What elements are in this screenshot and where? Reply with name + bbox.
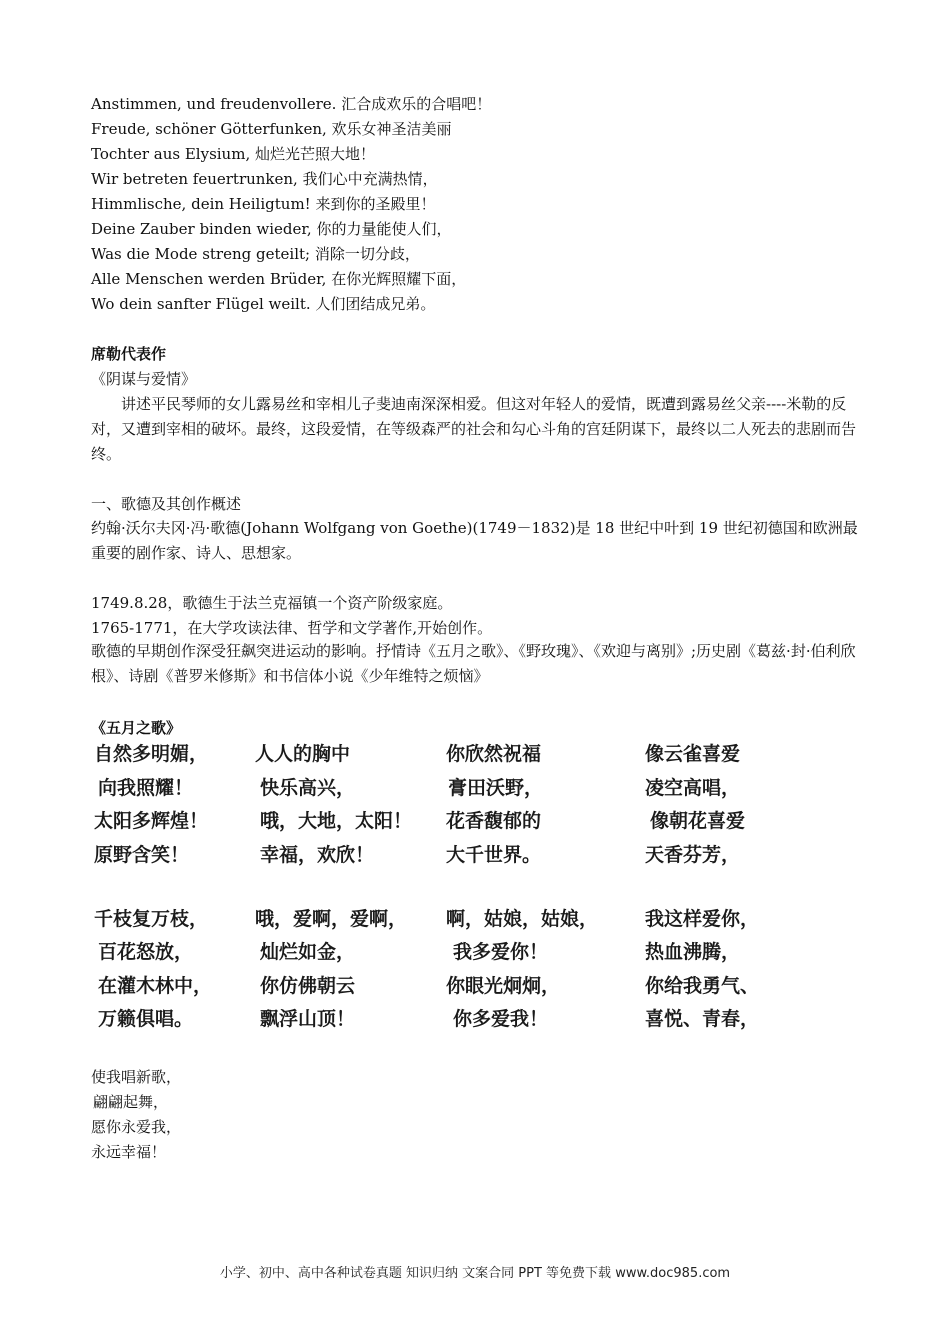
ode-line: Deine Zauber binden wieder, 你的力量能使人们，	[91, 220, 452, 238]
poem-line: 我这样爱你，	[645, 908, 760, 930]
poem-line: 你给我勇气、	[645, 975, 760, 997]
poem-ending-line: 永远幸福！	[91, 1143, 167, 1161]
schiller-work-title: 《阴谋与爱情》	[91, 370, 197, 388]
ode-line: Alle Menschen werden Brüder, 在你光辉照耀下面，	[91, 270, 467, 288]
poem-line: 喜悦、青春，	[645, 1008, 760, 1030]
poem-line: 千枝复万枝，	[94, 908, 209, 930]
poem-line: 灿烂如金，	[260, 941, 356, 963]
poem-line: 花香馥郁的	[446, 810, 542, 832]
ode-line: Himmlische, dein Heiligtum! 来到你的圣殿里！	[91, 195, 436, 213]
goethe-study: 1765-1771，在大学攻读法律、哲学和文学著作,开始创作。	[91, 619, 493, 637]
ode-line: Was die Mode streng geteilt; 消除一切分歧，	[91, 245, 420, 263]
poem-line: 你欣然祝福	[446, 743, 542, 765]
poem-line: 在灌木林中，	[98, 975, 213, 997]
ode-line: Freude, schöner Götterfunken, 欢乐女神圣洁美丽	[91, 120, 452, 138]
page-footer: 小学、初中、高中各种试卷真题 知识归纳 文案合同 PPT 等免费下载 www.doc985.com	[219, 1266, 731, 1281]
poem-line: 膏田沃野，	[448, 777, 544, 799]
poem-line: 凌空高唱，	[645, 777, 741, 799]
schiller-summary: 讲述平民琴师的女儿露易丝和宰相儿子斐迪南深深相爱。但这对年轻人的爱情，既遭到露易丝父亲----米勒的反对，又遭到宰相的破坏。最终，这段爱情，在等级森严的社会和勾心斗角的宫廷阴谋下，最终以二人死去的悲剧而告终。	[91, 395, 857, 463]
poem-line: 万籁俱唱。	[98, 1008, 194, 1030]
ode-line: Wir betreten feuertrunken, 我们心中充满热情，	[91, 170, 438, 188]
poem-line: 自然多明媚，	[94, 743, 209, 765]
goethe-early-works: 歌德的早期创作深受狂飙突进运动的影响。抒情诗《五月之歌》、《野玫瑰》、《欢迎与离别》;历史剧《葛兹·封·伯利欣根》、诗剧《普罗米修斯》和书信体小说《少年维特之烦恼》	[91, 642, 856, 685]
poem-line: 大千世界。	[446, 844, 542, 866]
goethe-intro: 约翰·沃尔夫冈·冯·歌德(Johann Wolfgang von Goethe)(1749－1832)是 18 世纪中叶到 19 世纪初德国和欧洲最重要的剧作家、诗人、思想家。	[91, 519, 858, 562]
poem-line: 啊，姑娘，姑娘，	[446, 908, 599, 930]
ode-line: Wo dein sanfter Flügel weilt. 人们团结成兄弟。	[91, 295, 436, 313]
goethe-heading: 一、歌德及其创作概述	[91, 495, 242, 513]
poem-line: 你眼光炯炯，	[446, 975, 561, 997]
poem-line: 你多爱我！	[453, 1008, 549, 1030]
poem-line: 天香芬芳，	[645, 844, 741, 866]
poem-line: 你仿佛朝云	[260, 975, 356, 997]
poem-ending-line: 使我唱新歌，	[91, 1068, 182, 1086]
poem-line: 像云雀喜爱	[645, 743, 741, 765]
poem-line: 太阳多辉煌！	[94, 810, 209, 832]
poem-line: 我多爱你！	[453, 941, 549, 963]
poem-line: 哦，爱啊，爱啊，	[255, 908, 408, 930]
poem-line: 幸福，欢欣！	[260, 844, 375, 866]
ode-line: Tochter aus Elysium, 灿烂光芒照大地！	[91, 145, 375, 163]
may-song-title: 《五月之歌》	[91, 719, 182, 737]
poem-line: 热血沸腾，	[645, 941, 741, 963]
ode-line: Anstimmen, und freudenvollere. 汇合成欢乐的合唱吧！	[91, 95, 492, 113]
poem-line: 快乐高兴，	[260, 777, 356, 799]
poem-line: 原野含笑！	[94, 844, 190, 866]
poem-line: 哦，大地，太阳！	[260, 810, 413, 832]
poem-line: 飘浮山顶！	[260, 1008, 356, 1030]
poem-line: 向我照耀！	[98, 777, 194, 799]
goethe-birth: 1749.8.28，歌德生于法兰克福镇一个资产阶级家庭。	[91, 594, 453, 612]
poem-line: 百花怒放，	[98, 941, 194, 963]
poem-ending-line: 翩翩起舞，	[93, 1093, 169, 1111]
poem-line: 人人的胸中	[255, 743, 351, 765]
schiller-heading: 席勒代表作	[91, 345, 167, 363]
poem-ending-line: 愿你永爱我，	[91, 1118, 182, 1136]
poem-line: 像朝花喜爱	[650, 810, 746, 832]
